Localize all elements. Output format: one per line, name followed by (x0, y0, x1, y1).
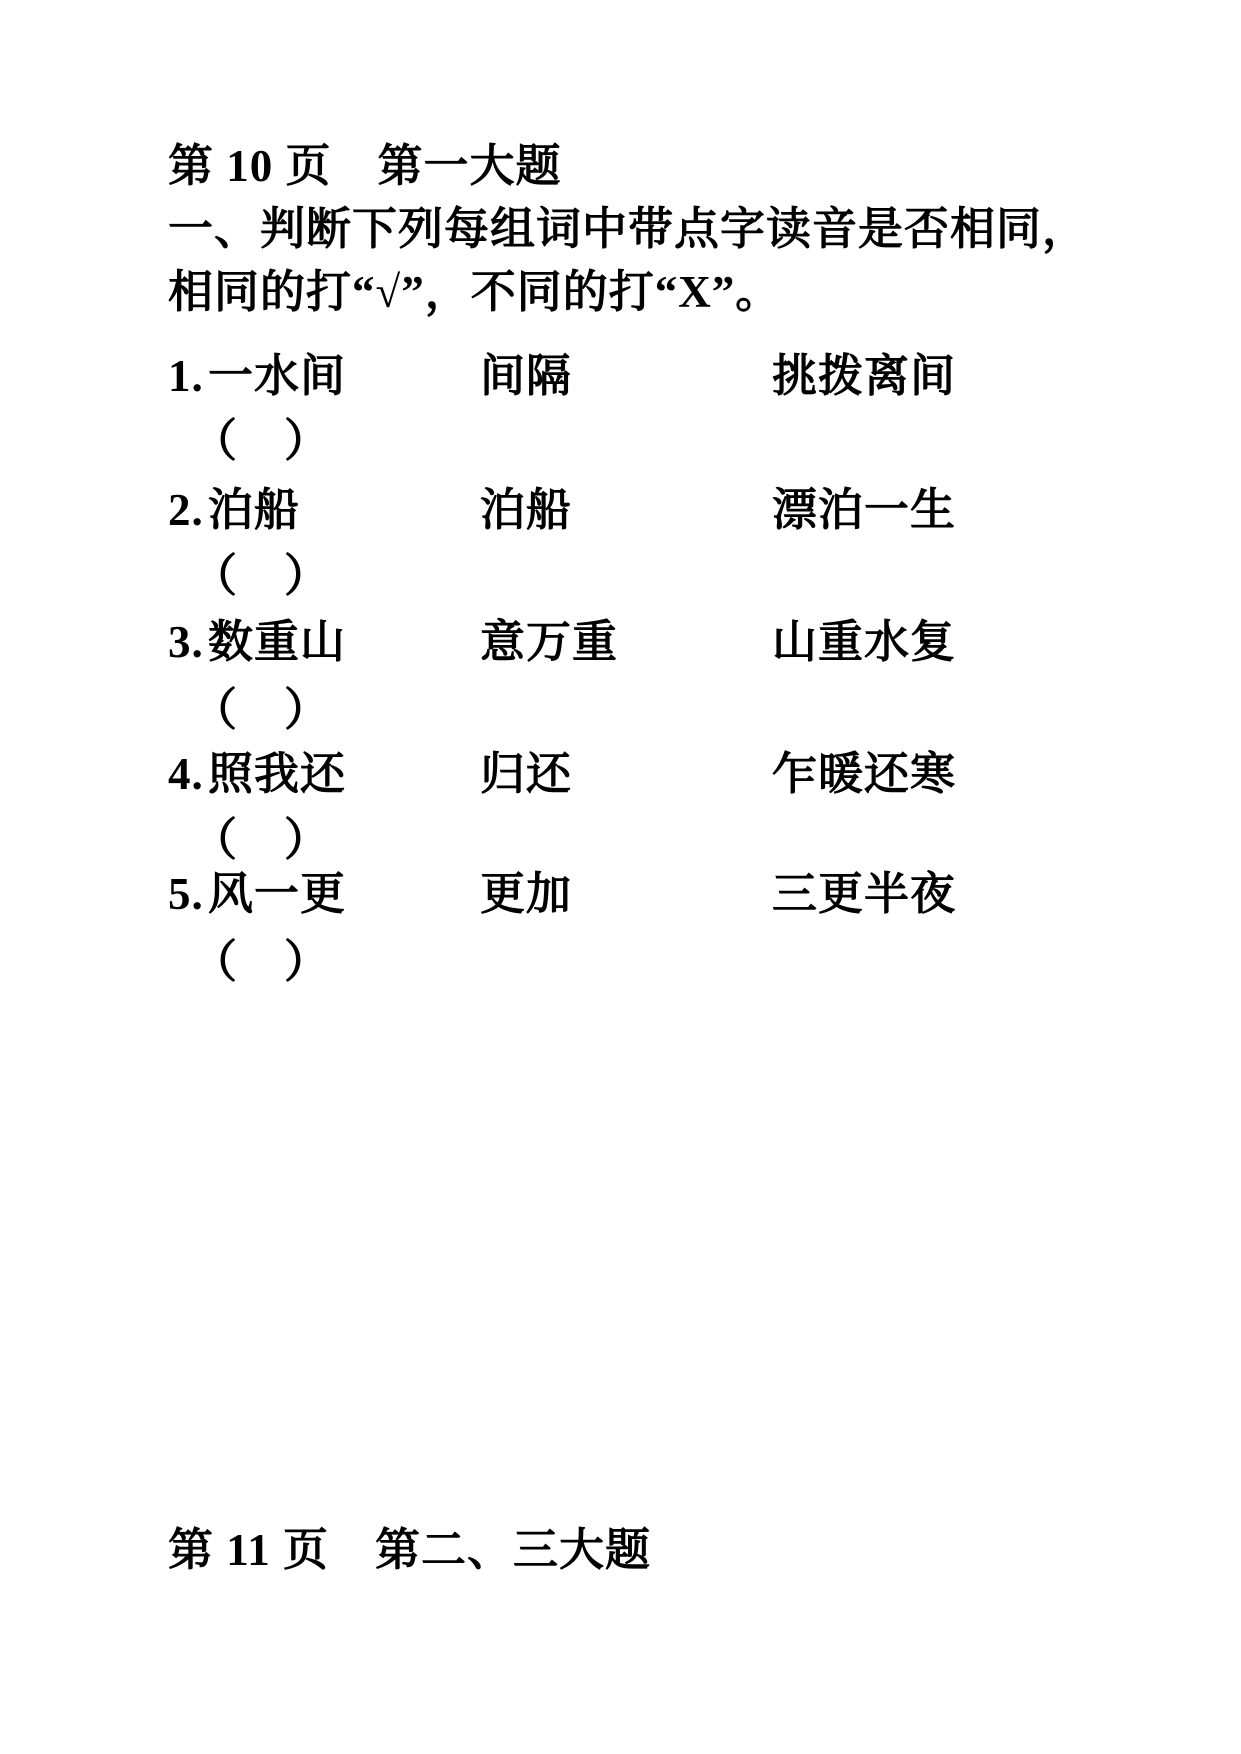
question-row-3 (168, 616, 1201, 668)
answer-blank-2: （ ） (192, 551, 331, 601)
page10-section-header: 第 10 页 第一大题 (168, 141, 562, 191)
item-word-3: 三更半夜 (772, 869, 957, 919)
item-word-1: 风一更 (208, 869, 347, 919)
item-word-2: 归还 (480, 749, 573, 799)
answer-blank-5: （ ） (192, 937, 331, 987)
item-word-1: 数重山 (208, 617, 347, 667)
instruction-line-1: 一、判断下列每组词中带点字读音是否相同， (168, 204, 1089, 254)
item-number: 2. (168, 485, 204, 535)
item-word-3: 山重水复 (772, 617, 957, 667)
question-row-4 (168, 748, 1201, 800)
item-word-1: 照我还 (208, 749, 347, 799)
question-row-2 (168, 484, 1201, 536)
item-word-3: 漂泊一生 (772, 485, 957, 535)
item-word-1: 一水间 (208, 351, 347, 401)
question-5-col1 (168, 868, 480, 920)
item-word-2: 更加 (480, 869, 573, 919)
answer-blank-3: （ ） (192, 685, 331, 735)
item-number: 1. (168, 351, 204, 401)
question-1-col1 (168, 350, 480, 402)
question-4-col1 (168, 748, 480, 800)
item-word-3: 挑拨离间 (772, 351, 957, 401)
question-row-1 (168, 350, 1201, 402)
answer-blank-1: （ ） (192, 416, 331, 466)
question-row-5 (168, 868, 1201, 920)
item-word-2: 泊船 (480, 485, 573, 535)
item-word-1: 泊船 (208, 485, 301, 535)
item-word-2: 意万重 (480, 617, 619, 667)
question-3-col1 (168, 616, 480, 668)
instruction-line-2: 相同的打“√”，不同的打“X”。 (168, 267, 782, 317)
item-number: 4. (168, 749, 204, 799)
item-number: 3. (168, 617, 204, 667)
answer-blank-4: （ ） (192, 815, 331, 865)
page11-section-header: 第 11 页 第二、三大题 (168, 1525, 652, 1575)
item-word-2: 间隔 (480, 351, 573, 401)
item-word-3: 乍暖还寒 (772, 749, 957, 799)
question-2-col1 (168, 484, 480, 536)
item-number: 5. (168, 869, 204, 919)
